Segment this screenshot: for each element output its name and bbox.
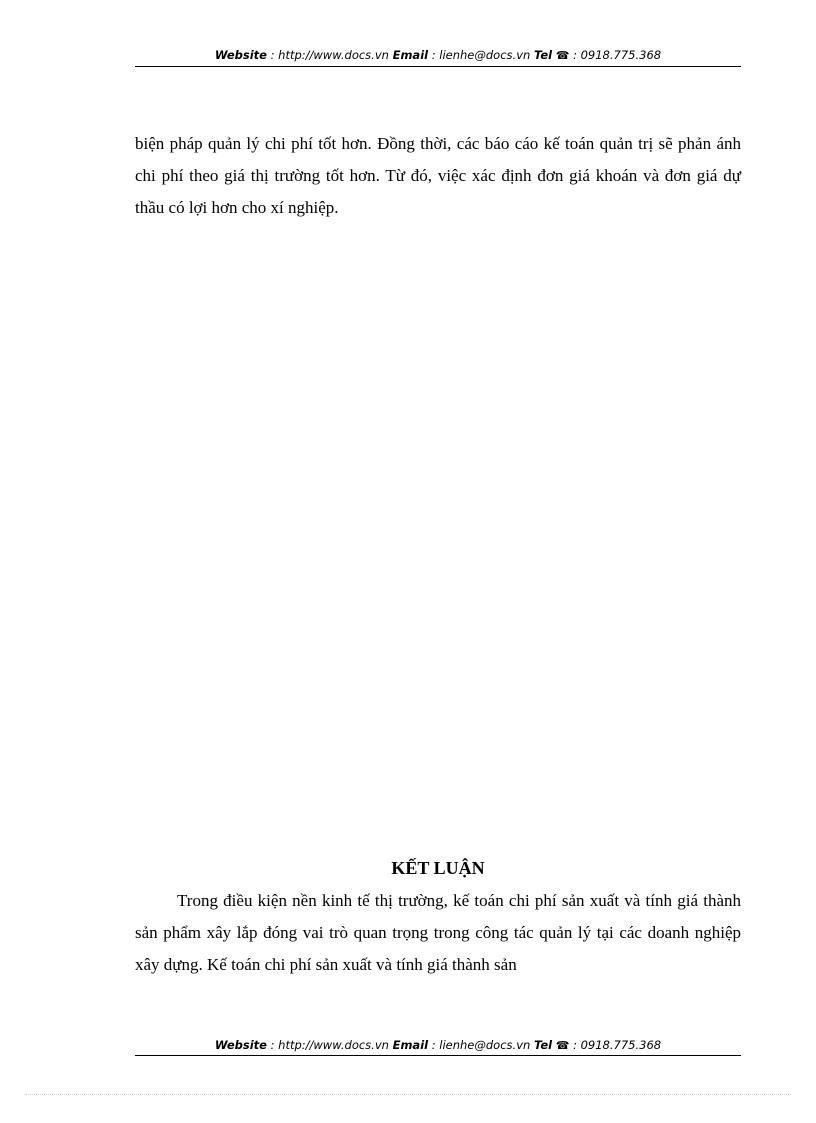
body-paragraph-2	[135, 885, 741, 981]
footer-website-sep: :	[266, 1038, 279, 1052]
footer-email-sep: :	[428, 1038, 440, 1052]
header-tel-value: 0918.775.368	[580, 48, 662, 62]
section-heading: KẾT LUẬN	[391, 858, 485, 878]
footer-divider	[135, 1055, 741, 1056]
page-edge-divider	[25, 1094, 791, 1095]
page-footer	[135, 1037, 741, 1054]
footer-tel-sep: :	[569, 1038, 581, 1052]
header-email-sep: :	[428, 48, 440, 62]
footer-email-value[interactable]: lienhe@docs.vn	[439, 1038, 531, 1052]
header-website-url[interactable]: http://www.docs.vn	[278, 48, 389, 62]
header-email-value[interactable]: lienhe@docs.vn	[439, 48, 531, 62]
footer-website-label: Website	[214, 1038, 267, 1052]
paragraph-text: Trong điều kiện nền kinh tế thị trường, kế toán chi phí sản xuất và tính giá thành sản phẩm xây lắp đóng vai trò quan trọng trong công tác quản lý tại các doanh nghiệp xây dựng. Kế toán chi phí sản xuất và tính giá thành sản	[135, 891, 741, 974]
header-tel-sep: :	[569, 48, 581, 62]
footer-website-url[interactable]: http://www.docs.vn	[278, 1038, 389, 1052]
footer-tel-value: 0918.775.368	[580, 1038, 662, 1052]
paragraph-text: biện pháp quản lý chi phí tốt hơn. Đồng thời, các báo cáo kế toán quản trị sẽ phản ánh chi phí theo giá thị trường tốt hơn. Từ đó, việc xác định đơn giá khoán và đơn giá dự thầu có lợi hơn cho xí nghiệp.	[135, 134, 741, 217]
header-website-label: Website	[214, 48, 267, 62]
footer-email-label: Email	[392, 1038, 429, 1052]
footer-tel-label: Tel	[533, 1038, 553, 1052]
body-paragraph-1	[135, 128, 741, 224]
header-email-label: Email	[392, 48, 429, 62]
phone-icon: ☎	[555, 1039, 570, 1052]
phone-icon: ☎	[555, 49, 570, 62]
page-header	[135, 47, 741, 64]
header-website-sep: :	[266, 48, 279, 62]
header-divider	[135, 66, 741, 67]
header-tel-label: Tel	[533, 48, 553, 62]
